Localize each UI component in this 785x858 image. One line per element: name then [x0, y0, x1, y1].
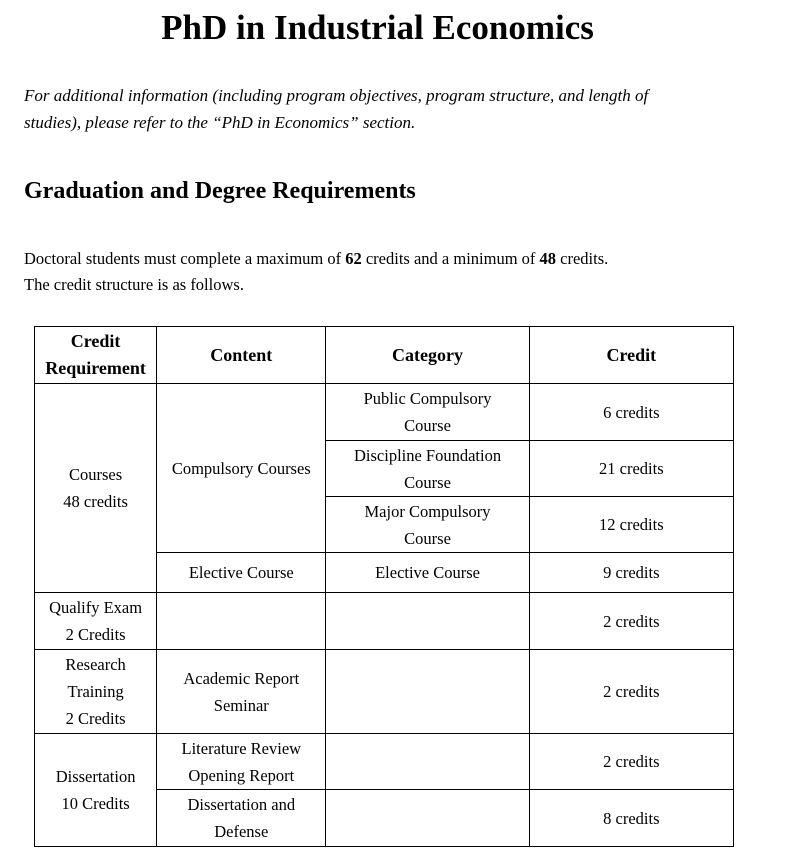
table-header-row — [35, 327, 734, 384]
intro-text-2: credits and a minimum of — [361, 249, 540, 268]
credit-cell: 6 credits — [529, 384, 733, 441]
category-cell — [326, 441, 529, 497]
dissertation-requirement-cell — [35, 734, 157, 847]
page-title: PhD in Industrial Economics — [161, 8, 594, 47]
research-training-label-1: Research — [65, 655, 126, 674]
intro-line-1 — [24, 246, 764, 272]
compulsory-courses-cell: Compulsory Courses — [157, 384, 326, 553]
elective-content-cell: Elective Course — [157, 553, 326, 593]
intro-text-1: Doctoral students must complete a maximum of — [24, 249, 346, 268]
category-line-1: Discipline Foundation — [353, 445, 502, 465]
credit-cell: 9 credits — [529, 553, 733, 593]
table-row — [35, 650, 734, 734]
qualify-exam-credits: 2 Credits — [65, 625, 126, 644]
research-training-requirement-cell — [35, 650, 157, 734]
category-line-2: Course — [404, 528, 451, 548]
content-cell — [157, 650, 326, 734]
credit-structure-table — [34, 326, 734, 847]
max-credits: 62 — [345, 249, 362, 268]
header-credit: Credit — [529, 327, 733, 384]
category-cell — [326, 650, 529, 734]
courses-requirement-cell — [35, 384, 157, 593]
credit-cell: 2 credits — [529, 734, 733, 790]
header-content: Content — [157, 327, 326, 384]
category-cell — [326, 497, 529, 553]
content-line-2: Seminar — [213, 695, 269, 715]
note-line-2: studies), please refer to the “PhD in Economics” section. — [24, 113, 416, 132]
intro-text-3: credits. — [556, 249, 609, 268]
section-heading: Graduation and Degree Requirements — [24, 178, 416, 204]
dissertation-label: Dissertation — [55, 767, 136, 786]
intro-paragraph — [24, 246, 764, 298]
content-line-2: Opening Report — [188, 765, 295, 785]
min-credits: 48 — [539, 249, 557, 268]
qualify-exam-label: Qualify Exam — [49, 598, 143, 617]
additional-info-note — [24, 82, 754, 136]
table-row — [35, 734, 734, 790]
credit-cell: 8 credits — [529, 790, 733, 847]
category-cell — [326, 593, 529, 650]
category-line-1: Major Compulsory — [364, 501, 491, 521]
header-category: Category — [326, 327, 529, 384]
note-line-1: For additional information (including program objectives, program structure, and length of — [24, 86, 649, 105]
table-row — [35, 593, 734, 650]
category-cell — [326, 734, 529, 790]
header-requirement-line-2: Requirement — [45, 358, 146, 378]
header-credit-requirement — [35, 327, 157, 384]
content-line-1: Literature Review — [181, 738, 302, 758]
credit-cell: 21 credits — [529, 441, 733, 497]
content-line-1: Dissertation and — [187, 795, 296, 814]
research-training-label-2: Training — [67, 682, 124, 701]
content-cell — [157, 790, 326, 847]
elective-category-cell: Elective Course — [326, 553, 529, 593]
content-line-2: Defense — [214, 822, 269, 841]
qualify-exam-requirement-cell — [35, 593, 157, 650]
category-line-1: Public Compulsory — [363, 389, 492, 408]
category-cell — [326, 790, 529, 847]
table-row — [35, 384, 734, 441]
dissertation-credits: 10 Credits — [61, 794, 130, 813]
courses-label: Courses — [69, 465, 123, 484]
credit-cell: 2 credits — [529, 650, 733, 734]
content-line-1: Academic Report — [183, 668, 300, 688]
content-cell — [157, 734, 326, 790]
credit-cell: 12 credits — [529, 497, 733, 553]
intro-line-2: The credit structure is as follows. — [24, 275, 244, 294]
category-cell — [326, 384, 529, 441]
content-cell — [157, 593, 326, 650]
category-line-2: Course — [404, 472, 451, 492]
category-line-2: Course — [404, 416, 451, 435]
courses-credits: 48 credits — [63, 492, 128, 511]
research-training-credits: 2 Credits — [65, 709, 126, 728]
header-requirement-line-1: Credit — [70, 331, 121, 351]
credit-cell: 2 credits — [529, 593, 733, 650]
